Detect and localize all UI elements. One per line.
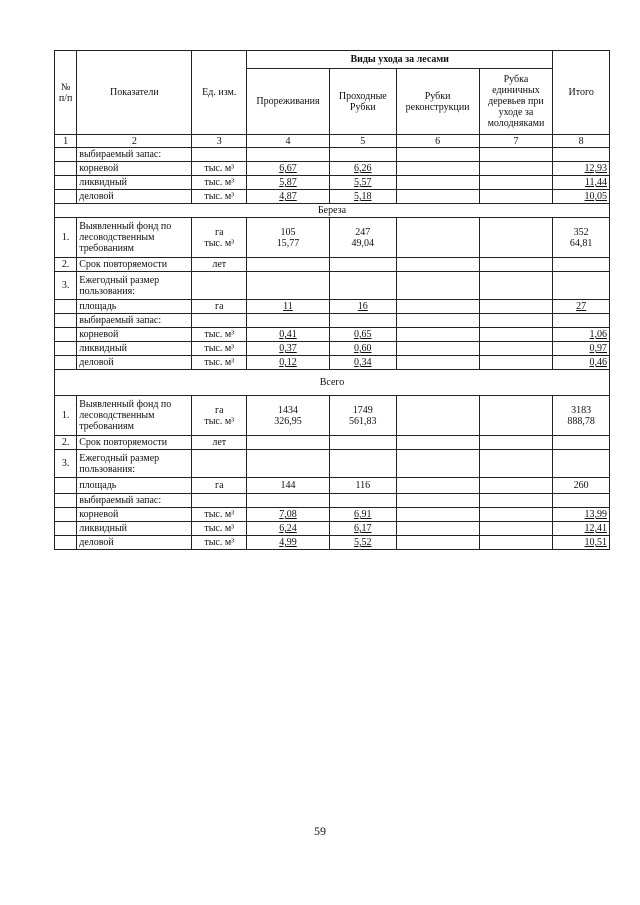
cell-total: 27 bbox=[553, 300, 610, 314]
row-label: ликвидный bbox=[77, 522, 192, 536]
cell-total: 0,97 bbox=[553, 342, 610, 356]
row-unit: тыс. м³ bbox=[192, 522, 247, 536]
colnum-7: 7 bbox=[479, 135, 553, 148]
row-label: деловой bbox=[77, 190, 192, 204]
cell-col5: 0,34 bbox=[329, 356, 396, 370]
cell-col4: 7,08 bbox=[247, 508, 330, 522]
row-num: 3. bbox=[55, 272, 77, 300]
row-num: 2. bbox=[55, 258, 77, 272]
page-number: 59 bbox=[314, 824, 326, 838]
table-row bbox=[55, 314, 610, 328]
row-label: Ежегодный размер пользования: bbox=[77, 272, 192, 300]
cell-col5: 116 bbox=[329, 478, 396, 494]
row-unit: тыс. м³ bbox=[192, 162, 247, 176]
cell-total: 10,51 bbox=[553, 536, 610, 550]
row-unit: га bbox=[192, 478, 247, 494]
row-num: 3. bbox=[55, 450, 77, 478]
cell-total: 1,06 bbox=[553, 328, 610, 342]
row-label: выбираемый запас: bbox=[77, 314, 192, 328]
row-unit: тыс. м³ bbox=[192, 190, 247, 204]
cell-col4: 0,41 bbox=[247, 328, 330, 342]
cell-col4: 4,87 bbox=[247, 190, 330, 204]
cell-col5: 6,26 bbox=[329, 162, 396, 176]
cell-col5: 561,83 bbox=[349, 415, 377, 427]
row-label: площадь bbox=[77, 300, 192, 314]
header-indicator: Показатели bbox=[77, 51, 192, 135]
table-row bbox=[55, 258, 610, 272]
cell-col5: 5,52 bbox=[329, 536, 396, 550]
row-unit: тыс. м³ bbox=[192, 328, 247, 342]
cell-col5: 1749 bbox=[352, 404, 373, 416]
table-row bbox=[55, 148, 610, 162]
row-unit: лет bbox=[192, 436, 247, 450]
header-col4: Прореживания bbox=[247, 69, 330, 135]
row-num: 2. bbox=[55, 436, 77, 450]
header-num: № п/п bbox=[55, 51, 77, 135]
cell-col5: 247 bbox=[355, 226, 371, 238]
table-row bbox=[55, 190, 610, 204]
cell-total: 10,05 bbox=[553, 190, 610, 204]
row-label: деловой bbox=[77, 356, 192, 370]
cell-col5: 5,18 bbox=[329, 190, 396, 204]
section-title: Всего bbox=[55, 370, 610, 396]
forest-care-table bbox=[54, 50, 610, 550]
cell-total: 888,78 bbox=[567, 415, 595, 427]
table-row bbox=[55, 176, 610, 190]
cell-col5: 0,60 bbox=[329, 342, 396, 356]
cell-total: 260 bbox=[553, 478, 610, 494]
cell-col4: 6,24 bbox=[247, 522, 330, 536]
row-unit: тыс. м³ bbox=[192, 342, 247, 356]
cell-col4: 144 bbox=[247, 478, 330, 494]
cell-col4: 1434 bbox=[277, 404, 298, 416]
header-col7: Рубка единичных деревьев при уходе за молодняками bbox=[479, 69, 553, 135]
row-label: ликвидный bbox=[77, 176, 192, 190]
cell-col5: 0,65 bbox=[329, 328, 396, 342]
row-label: деловой bbox=[77, 536, 192, 550]
row-unit: га bbox=[214, 404, 224, 416]
table-row bbox=[55, 478, 610, 494]
colnum-5: 5 bbox=[329, 135, 396, 148]
colnum-2: 2 bbox=[77, 135, 192, 148]
cell-col5: 6,17 bbox=[329, 522, 396, 536]
cell-col4: 0,37 bbox=[247, 342, 330, 356]
row-label: Срок повторяемости bbox=[77, 436, 192, 450]
colnum-6: 6 bbox=[396, 135, 479, 148]
cell-col4: 11 bbox=[247, 300, 330, 314]
table-row bbox=[55, 450, 610, 478]
row-unit: тыс. м³ bbox=[192, 536, 247, 550]
row-num: 1. bbox=[55, 396, 77, 436]
header-group: Виды ухода за лесами bbox=[247, 51, 553, 69]
cell-total: 12,93 bbox=[553, 162, 610, 176]
row-unit: тыс. м³ bbox=[192, 356, 247, 370]
section-row-total bbox=[55, 370, 610, 396]
section-row-birch bbox=[55, 204, 610, 218]
colnum-3: 3 bbox=[192, 135, 247, 148]
cell-total: 0,46 bbox=[553, 356, 610, 370]
row-label: площадь bbox=[77, 478, 192, 494]
cell-col4: 0,12 bbox=[247, 356, 330, 370]
cell-col4: 105 bbox=[280, 226, 296, 238]
table-row bbox=[55, 300, 610, 314]
table-row bbox=[55, 508, 610, 522]
row-num: 1. bbox=[55, 218, 77, 258]
header-total: Итого bbox=[553, 51, 610, 135]
row-label: ликвидный bbox=[77, 342, 192, 356]
row-unit: га bbox=[192, 300, 247, 314]
cell-total: 11,44 bbox=[553, 176, 610, 190]
cell-col4: 4,99 bbox=[247, 536, 330, 550]
colnum-4: 4 bbox=[247, 135, 330, 148]
cell-col4: 5,87 bbox=[247, 176, 330, 190]
row-label: корневой bbox=[77, 328, 192, 342]
table-row bbox=[55, 494, 610, 508]
row-label: корневой bbox=[77, 508, 192, 522]
cell-col4: 326,95 bbox=[274, 415, 302, 427]
header-unit: Ед. изм. bbox=[192, 51, 247, 135]
table-row bbox=[55, 396, 610, 436]
row-label: выбираемый запас: bbox=[77, 494, 192, 508]
table-row bbox=[55, 272, 610, 300]
section-title: Береза bbox=[55, 204, 610, 218]
row-label: Выявленный фонд по лесоводственным требованиям bbox=[77, 396, 192, 436]
colnum-1: 1 bbox=[55, 135, 77, 148]
cell-col4: 15,77 bbox=[276, 237, 300, 249]
row-unit: тыс. м³ bbox=[192, 176, 247, 190]
colnum-8: 8 bbox=[553, 135, 610, 148]
cell-col5: 16 bbox=[329, 300, 396, 314]
column-number-row bbox=[55, 135, 610, 148]
row-unit: тыс. м³ bbox=[204, 237, 235, 249]
row-unit: га bbox=[214, 226, 224, 238]
table-row bbox=[55, 356, 610, 370]
cell-col5: 6,91 bbox=[329, 508, 396, 522]
row-label: Срок повторяемости bbox=[77, 258, 192, 272]
cell-total: 352 bbox=[573, 226, 589, 238]
row-label: Ежегодный размер пользования: bbox=[77, 450, 192, 478]
row-unit: тыс. м³ bbox=[204, 415, 235, 427]
table-row bbox=[55, 342, 610, 356]
row-label: выбираемый запас: bbox=[77, 148, 192, 162]
table-row bbox=[55, 436, 610, 450]
header-col6: Рубки реконструкции bbox=[396, 69, 479, 135]
row-unit: тыс. м³ bbox=[192, 508, 247, 522]
row-label: корневой bbox=[77, 162, 192, 176]
cell-col4: 6,67 bbox=[247, 162, 330, 176]
row-unit: лет bbox=[192, 258, 247, 272]
cell-total: 12,41 bbox=[553, 522, 610, 536]
cell-total: 3183 bbox=[571, 404, 592, 416]
table-row bbox=[55, 328, 610, 342]
cell-col5: 5,57 bbox=[329, 176, 396, 190]
header-col5: Проходные Рубки bbox=[329, 69, 396, 135]
cell-total: 64,81 bbox=[569, 237, 593, 249]
cell-col5: 49,04 bbox=[351, 237, 375, 249]
table-row bbox=[55, 162, 610, 176]
table-row bbox=[55, 522, 610, 536]
table-row bbox=[55, 218, 610, 258]
table-row bbox=[55, 536, 610, 550]
row-label: Выявленный фонд по лесоводственным требованиям bbox=[77, 218, 192, 258]
cell-total: 13,99 bbox=[553, 508, 610, 522]
